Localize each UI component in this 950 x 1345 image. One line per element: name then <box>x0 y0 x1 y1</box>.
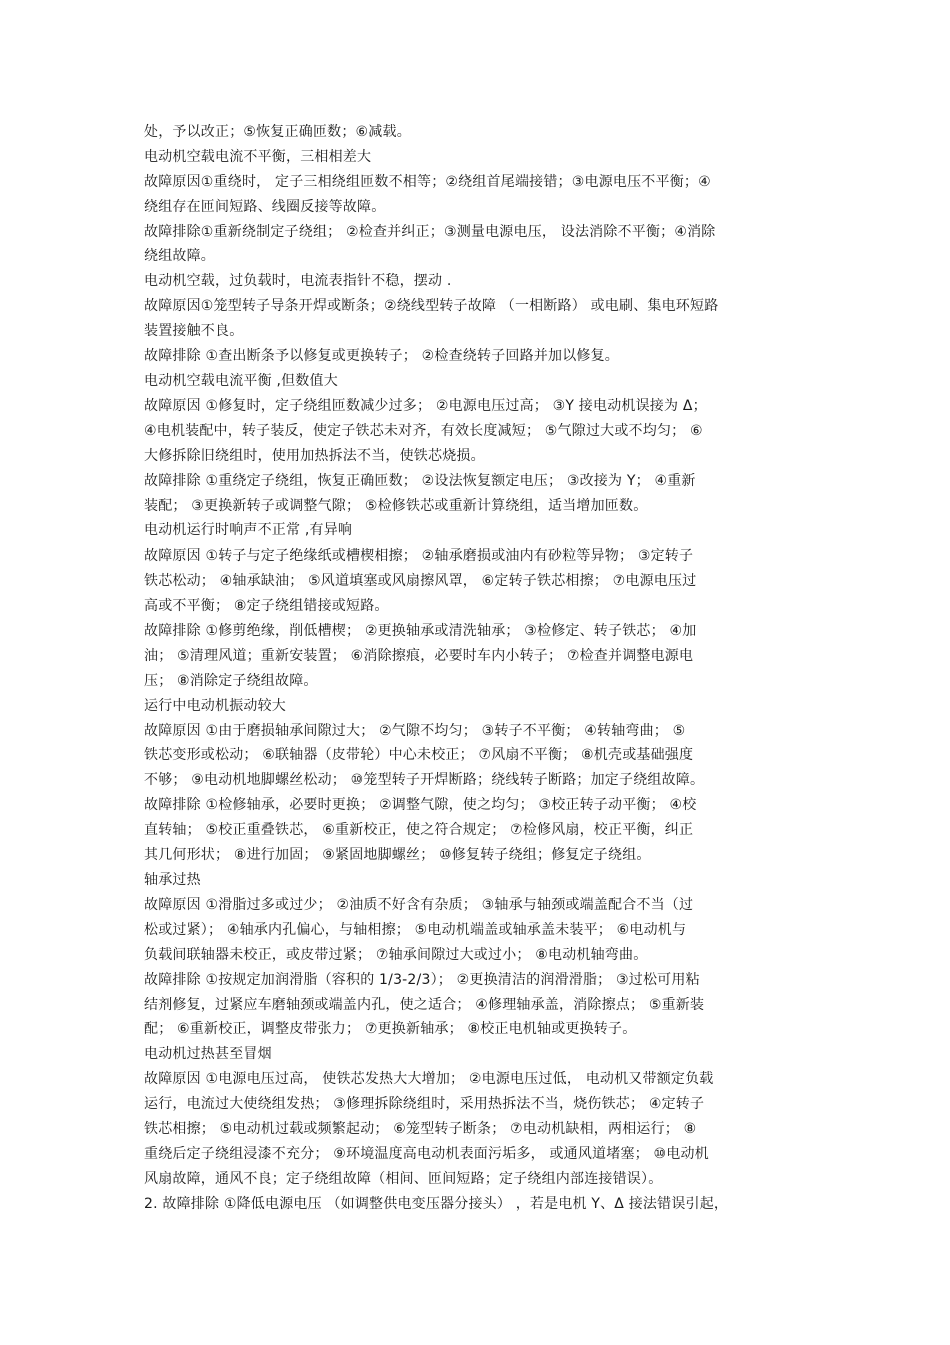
text-line: 故障原因 ①修复时，定子绕组匝数减少过多； ②电源电压过高； ③Y 接电动机误接为 Δ； <box>144 398 707 414</box>
text-line: 风扇故障，通风不良；定子绕组故障（相间、匝间短路；定子绕组内部连接错误）。 <box>144 1171 663 1187</box>
text-line: 负载间联轴器未校正，或皮带过紧； ⑦轴承间隙过大或过小； ⑧电动机轴弯曲。 <box>144 947 648 963</box>
text-line: 大修拆除旧绕组时，使用加热拆法不当，使铁芯烧损。 <box>144 448 485 464</box>
text-line: 配； ⑥重新校正，调整皮带张力； ⑦更换新轴承； ⑧校正电机轴或更换转子。 <box>144 1021 637 1037</box>
text-line: 处，予以改正；⑤恢复正确匝数；⑥减载。 <box>144 124 411 140</box>
text-line: 故障排除 ①按规定加润滑脂（容积的 1/3-2/3）； ②更换清洁的润滑滑脂； ③过松可用粘 <box>144 972 700 988</box>
section-heading: 轴承过热 <box>144 872 201 888</box>
text-line: 铁芯相擦； ⑤电动机过载或频繁起动； ⑥笼型转子断条； ⑦电动机缺相，两相运行； ⑧ <box>144 1121 697 1137</box>
text-line: 故障原因 ①电源电压过高， 使铁芯发热大大增加； ②电源电压过低， 电动机又带额定负载 <box>144 1071 714 1087</box>
text-line: 故障排除①重新绕制定子绕组； ②检查并纠正；③测量电源电压， 设法消除不平衡；④消除 <box>144 224 716 240</box>
text-line: 高或不平衡； ⑧定子绕组错接或短路。 <box>144 598 389 614</box>
text-line: ④电机装配中，转子装反，使定子铁芯未对齐，有效长度减短； ⑤气隙过大或不均匀； ⑥ <box>144 423 703 439</box>
text-line: 油； ⑤清理风道；重新安装置； ⑥消除擦痕，必要时车内小转子； ⑦检查并调整电源电 <box>144 648 694 664</box>
text-line: 故障原因 ①由于磨损轴承间隙过大； ②气隙不均匀； ③转子不平衡； ④转轴弯曲； ⑤ <box>144 723 686 739</box>
section-heading: 电动机空载电流平衡 ,但数值大 <box>144 373 338 389</box>
text-line: 故障排除 ①重绕定子绕组，恢复正确匝数； ②设法恢复额定电压； ③改接为 Y； ④重新 <box>144 473 696 489</box>
text-line: 装置接触不良。 <box>144 323 244 339</box>
text-line: 故障原因①笼型转子导条开焊或断条；②绕线型转子故障 （一相断路） 或电刷、集电环短路 <box>144 298 719 314</box>
text-line: 故障原因①重绕时， 定子三相绕组匝数不相等；②绕组首尾端接错；③电源电压不平衡；④ <box>144 174 711 190</box>
section-heading: 运行中电动机振动较大 <box>144 698 286 714</box>
text-line: 压； ⑧消除定子绕组故障。 <box>144 673 318 689</box>
section-heading: 电动机过热甚至冒烟 <box>144 1046 272 1062</box>
text-line: 重绕后定子绕组浸漆不充分； ⑨环境温度高电动机表面污垢多， 或通风道堵塞； ⑩电动机 <box>144 1146 709 1162</box>
text-line: 故障排除 ①查出断条予以修复或更换转子； ②检查绕转子回路并加以修复。 <box>144 348 619 364</box>
text-line: 松或过紧）； ④轴承内孔偏心，与轴相擦； ⑤电动机端盖或轴承盖未装平； ⑥电动机与 <box>144 922 687 938</box>
text-line: 运行，电流过大使绕组发热； ③修理拆除绕组时，采用热拆法不当，烧伤铁芯； ④定转子 <box>144 1096 705 1112</box>
section-heading: 电动机运行时响声不正常 ,有异响 <box>144 522 353 538</box>
text-line: 结剂修复，过紧应车磨轴颈或端盖内孔，使之适合； ④修理轴承盖，消除擦点； ⑤重新装 <box>144 997 705 1013</box>
text-line: 故障原因 ①滑脂过多或过少； ②油质不好含有杂质； ③轴承与轴颈或端盖配合不当（过 <box>144 897 694 913</box>
text-line: 绕组故障。 <box>144 248 215 264</box>
section-heading: 电动机空载，过负载时，电流表指针不稳，摆动 . <box>144 273 452 289</box>
text-line: 其几何形状； ⑧进行加固； ⑨紧固地脚螺丝； ⑩修复转子绕组；修复定子绕组。 <box>144 847 651 863</box>
text-line: 绕组存在匝间短路、线圈反接等故障。 <box>144 199 386 215</box>
text-line: 铁芯松动； ④轴承缺油； ⑤风道填塞或风扇擦风罩， ⑥定转子铁芯相擦； ⑦电源电压过 <box>144 573 697 589</box>
text-line: 不够； ⑨电动机地脚螺丝松动； ⑩笼型转子开焊断路；绕线转子断路；加定子绕组故障。 <box>144 772 705 788</box>
text-line: 故障排除 ①修剪绝缘，削低槽楔； ②更换轴承或清洗轴承； ③检修定、转子铁芯； ④加 <box>144 623 697 639</box>
text-line: 铁芯变形或松动； ⑥联轴器（皮带轮）中心未校正； ⑦风扇不平衡； ⑧机壳或基础强度 <box>144 747 694 763</box>
text-line: 故障排除 ①检修轴承，必要时更换； ②调整气隙，使之均匀； ③校正转子动平衡； ④校 <box>144 797 697 813</box>
text-line: 故障原因 ①转子与定子绝缘纸或槽楔相擦； ②轴承磨损或油内有砂粒等异物； ③定转子 <box>144 548 694 564</box>
text-line: 直转轴； ⑤校正重叠铁芯， ⑥重新校正，使之符合规定； ⑦检修风扇，校正平衡，纠正 <box>144 822 694 838</box>
section-heading: 电动机空载电流不平衡，三相相差大 <box>144 149 372 165</box>
text-line: 装配； ③更换新转子或调整气隙； ⑤检修铁芯或重新计算绕组，适当增加匝数。 <box>144 498 648 514</box>
text-line: 2. 故障排除 ①降低电源电压 （如调整供电变压器分接头） ，若是电机 Y、Δ 接法错误引起， <box>144 1196 729 1212</box>
